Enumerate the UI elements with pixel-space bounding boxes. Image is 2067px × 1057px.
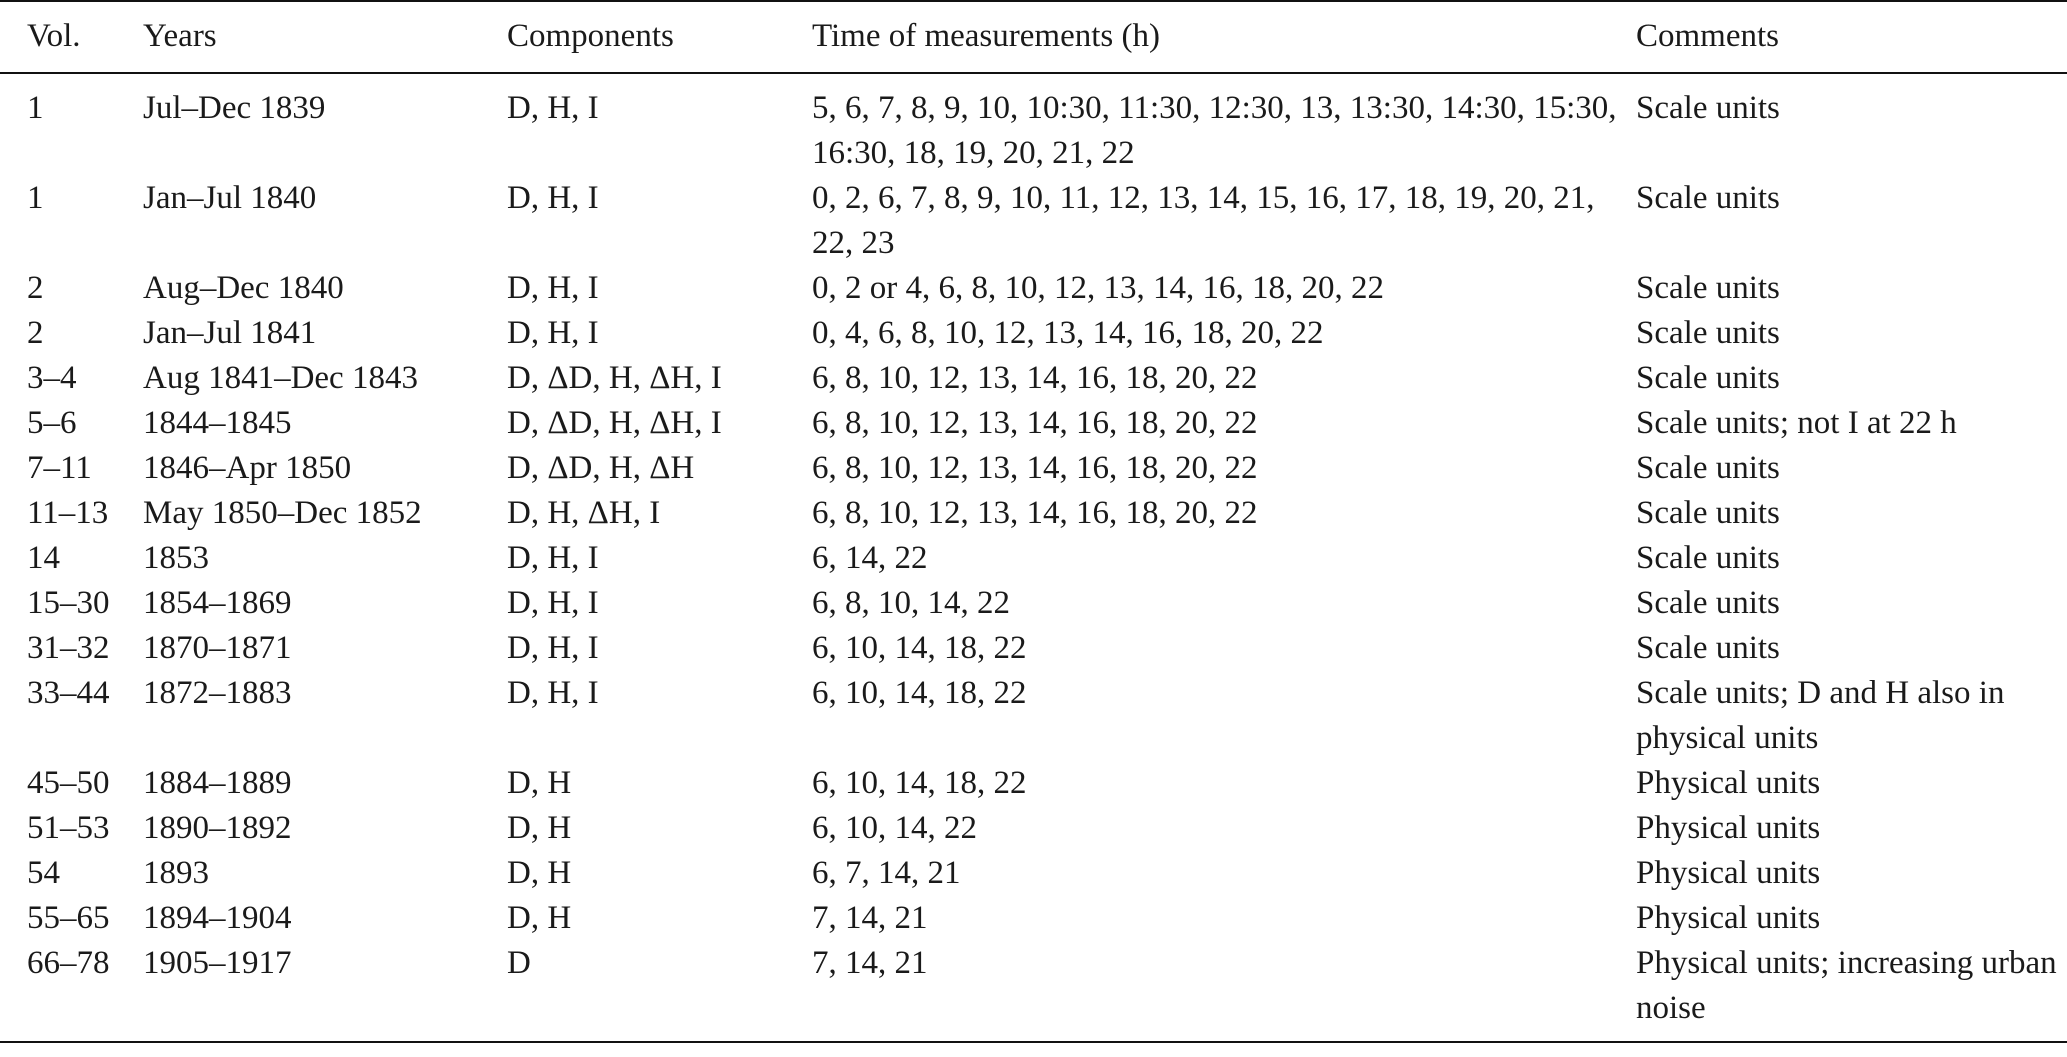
cell-components: D, H, I (507, 90, 599, 126)
cell-comments: Physical units (1636, 765, 1821, 801)
cell-components: D, H, I (507, 270, 599, 306)
table-row (0, 401, 2067, 446)
cell-components: D, H, I (507, 675, 599, 711)
cell-time: 0, 2 or 4, 6, 8, 10, 12, 13, 14, 16, 18, 20, 22 (812, 270, 1384, 306)
cell-vol: 15–30 (27, 585, 110, 621)
table-body (0, 73, 2067, 1042)
table-row (0, 536, 2067, 581)
cell-components: D, H, I (507, 585, 599, 621)
cell-time: 6, 10, 14, 18, 22 (812, 675, 1027, 711)
cell-time: 0, 4, 6, 8, 10, 12, 13, 14, 16, 18, 20, 22 (812, 315, 1324, 351)
header-years: Years (143, 17, 217, 54)
cell-vol: 45–50 (27, 765, 110, 801)
header-components: Components (507, 17, 674, 54)
cell-comments: Scale units (1636, 270, 1780, 306)
cell-comments: Scale units (1636, 360, 1780, 396)
cell-comments: Scale units (1636, 630, 1780, 666)
cell-comments: Scale units (1636, 315, 1780, 351)
cell-components: D, ΔD, H, ΔH, I (507, 360, 722, 396)
cell-vol: 1 (27, 180, 44, 216)
cell-years: Jan–Jul 1840 (143, 180, 317, 216)
cell-vol: 2 (27, 270, 44, 306)
table-row (0, 581, 2067, 626)
cell-time: 6, 8, 10, 14, 22 (812, 585, 1010, 621)
cell-time: 6, 14, 22 (812, 540, 928, 576)
cell-vol: 5–6 (27, 405, 77, 441)
cell-years: 1844–1845 (143, 405, 292, 441)
cell-years: Jan–Jul 1841 (143, 315, 317, 351)
header-time: Time of measurements (h) (812, 17, 1160, 54)
cell-comments: Physical units (1636, 900, 1821, 936)
cell-years: 1853 (143, 540, 209, 576)
cell-components: D, H, I (507, 180, 599, 216)
cell-components: D, ΔD, H, ΔH, I (507, 405, 722, 441)
cell-components: D, H, ΔH, I (507, 495, 661, 531)
cell-time: 0, 2, 6, 7, 8, 9, 10, 11, 12, 13, 14, 15, 16, 17, 18, 19, 20, 21, 22, 23 (812, 180, 1595, 261)
cell-components: D, H (507, 765, 572, 801)
cell-vol: 66–78 (27, 945, 110, 981)
cell-comments: Scale units (1636, 585, 1780, 621)
cell-years: May 1850–Dec 1852 (143, 495, 422, 531)
cell-vol: 3–4 (27, 360, 77, 396)
cell-comments: Scale units (1636, 90, 1780, 126)
cell-years: Jul–Dec 1839 (143, 90, 326, 126)
cell-time: 6, 8, 10, 12, 13, 14, 16, 18, 20, 22 (812, 495, 1258, 531)
cell-components: D, H (507, 855, 572, 891)
cell-years: 1870–1871 (143, 630, 292, 666)
cell-years: Aug 1841–Dec 1843 (143, 360, 418, 396)
header-vol: Vol. (27, 17, 81, 54)
cell-years: 1894–1904 (143, 900, 292, 936)
cell-comments: Scale units; not I at 22 h (1636, 405, 1957, 441)
cell-vol: 1 (27, 90, 44, 126)
cell-components: D, H, I (507, 540, 599, 576)
cell-vol: 11–13 (27, 495, 109, 531)
table-row (0, 851, 2067, 896)
cell-time: 6, 10, 14, 22 (812, 810, 977, 846)
cell-years: 1893 (143, 855, 209, 891)
cell-vol: 54 (27, 855, 60, 891)
table-row (0, 73, 2067, 176)
cell-time: 6, 10, 14, 18, 22 (812, 630, 1027, 666)
cell-time: 5, 6, 7, 8, 9, 10, 10:30, 11:30, 12:30, 13, 13:30, 14:30, 15:30, 16:30, 18, 19, 20, 21, 22 (812, 90, 1617, 171)
cell-comments: Scale units (1636, 495, 1780, 531)
cell-comments: Physical units (1636, 855, 1821, 891)
table-row (0, 761, 2067, 806)
cell-time: 7, 14, 21 (812, 900, 928, 936)
table-row (0, 941, 2067, 1042)
table-row (0, 176, 2067, 266)
header-comments: Comments (1636, 17, 1780, 54)
cell-years: 1884–1889 (143, 765, 292, 801)
cell-components: D, ΔD, H, ΔH (507, 450, 695, 486)
cell-vol: 14 (27, 540, 60, 576)
cell-years: 1872–1883 (143, 675, 292, 711)
table-row (0, 266, 2067, 311)
cell-vol: 51–53 (27, 810, 110, 846)
cell-components: D, H, I (507, 630, 599, 666)
cell-components: D, H (507, 900, 572, 936)
cell-vol: 2 (27, 315, 44, 351)
cell-years: 1905–1917 (143, 945, 292, 981)
cell-comments: Scale units (1636, 450, 1780, 486)
table-row (0, 626, 2067, 671)
table-row (0, 491, 2067, 536)
table-row (0, 446, 2067, 491)
cell-comments: Scale units; D and H also in physical units (1636, 675, 2005, 756)
cell-time: 6, 7, 14, 21 (812, 855, 961, 891)
table-row (0, 806, 2067, 851)
table-row (0, 311, 2067, 356)
cell-comments: Scale units (1636, 540, 1780, 576)
cell-comments: Physical units; increasing urban noise (1636, 945, 2057, 1026)
cell-time: 6, 8, 10, 12, 13, 14, 16, 18, 20, 22 (812, 450, 1258, 486)
table-row (0, 896, 2067, 941)
cell-components: D, H, I (507, 315, 599, 351)
cell-vol: 31–32 (27, 630, 110, 666)
cell-years: 1854–1869 (143, 585, 292, 621)
cell-components: D (507, 945, 531, 981)
table-row (0, 671, 2067, 761)
cell-vol: 55–65 (27, 900, 110, 936)
cell-time: 6, 8, 10, 12, 13, 14, 16, 18, 20, 22 (812, 360, 1258, 396)
cell-years: Aug–Dec 1840 (143, 270, 344, 306)
cell-comments: Physical units (1636, 810, 1821, 846)
table-row (0, 356, 2067, 401)
cell-time: 6, 10, 14, 18, 22 (812, 765, 1027, 801)
cell-vol: 33–44 (27, 675, 110, 711)
cell-years: 1846–Apr 1850 (143, 450, 352, 486)
cell-years: 1890–1892 (143, 810, 292, 846)
cell-time: 6, 8, 10, 12, 13, 14, 16, 18, 20, 22 (812, 405, 1258, 441)
cell-comments: Scale units (1636, 180, 1780, 216)
table-header-row (0, 1, 2067, 73)
cell-components: D, H (507, 810, 572, 846)
cell-time: 7, 14, 21 (812, 945, 928, 981)
cell-vol: 7–11 (27, 450, 92, 486)
